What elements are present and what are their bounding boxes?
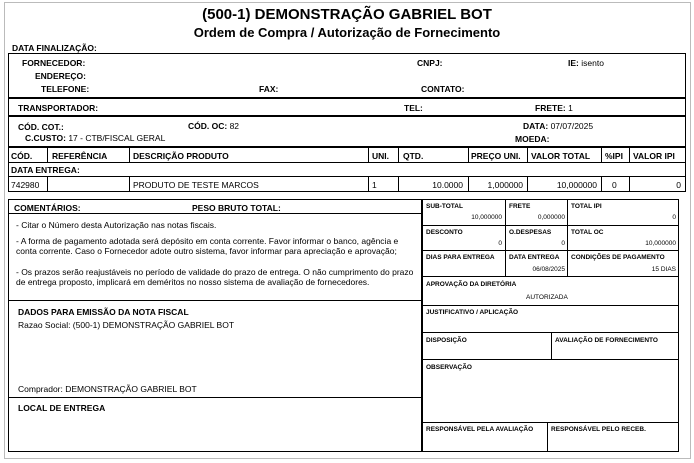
condicoes-value: 15 DIAS <box>651 266 676 273</box>
col-header-valor-total: VALOR TOTAL <box>531 151 591 161</box>
col-header-cod: CÓD. <box>11 151 33 161</box>
col-header-valor-ipi: VALOR IPI <box>633 151 675 161</box>
col-divider-1 <box>47 147 48 162</box>
row-divider-8 <box>629 176 630 192</box>
cod-oc-value: 82 <box>229 121 240 131</box>
totais-divider-1 <box>422 225 679 226</box>
nota-fiscal-label: DADOS PARA EMISSÃO DA NOTA FISCAL <box>18 307 189 317</box>
col-divider-5 <box>468 147 469 162</box>
total-oc-value: 10,000000 <box>645 240 676 247</box>
col-header-referencia: REFERÊNCIA <box>52 151 108 161</box>
tel-label: TEL: <box>404 103 423 113</box>
document-title: (500-1) DEMONSTRAÇÃO GABRIEL BOT <box>202 6 492 23</box>
row-divider-1 <box>47 176 48 192</box>
item-total: 10,000000 <box>556 180 597 190</box>
aprovacao-diretoria-label: APROVAÇÃO DA DIRETÓRIA <box>426 281 517 288</box>
row-divider-7 <box>601 176 602 192</box>
frete-total-value: 0,000000 <box>537 214 565 221</box>
telefone-label: TELEFONE: <box>41 84 90 94</box>
dias-entrega-label: DIAS PARA ENTREGA <box>426 254 495 261</box>
col-header-descricao: DESCRIÇÃO PRODUTO <box>133 151 229 161</box>
frete-label: FRETE: <box>535 103 566 113</box>
ie-label: IE: <box>568 58 579 68</box>
ccusto-value: 17 - CTB/FISCAL GERAL <box>68 133 166 143</box>
contato-label: CONTATO: <box>421 84 465 94</box>
cod-oc-label: CÓD. OC: <box>188 121 228 131</box>
frete-field <box>535 103 573 113</box>
document-subtitle: Ordem de Compra / Autorização de Fornecimento <box>193 25 501 40</box>
col-header-qtd: QTD. <box>403 151 424 161</box>
item-qtd: 10.0000 <box>432 180 463 190</box>
items-divider-1 <box>8 162 686 163</box>
item-cod: 742980 <box>11 180 40 190</box>
transportador-label: TRANSPORTADOR: <box>18 103 99 113</box>
row-divider-2 <box>129 176 130 192</box>
observacao-label: OBSERVAÇÃO <box>426 364 472 371</box>
totais-col-2 <box>567 199 568 276</box>
justificativo-label: JUSTIFICATIVO / APLICAÇÃO <box>426 309 519 316</box>
item-ipi-pct: 0 <box>612 180 617 190</box>
aprovacao-diretoria-value: AUTORIZADA <box>526 294 568 301</box>
ie-field <box>568 58 604 68</box>
avaliacao-fornecimento-label: AVALIAÇÃO DE FORNECIMENTO <box>555 337 658 344</box>
item-ipi-valor: 0 <box>676 180 681 190</box>
razao-social: Razao Social: (500-1) DEMONSTRAÇÃO GABRIEL BOT <box>18 320 235 330</box>
data-label: DATA: <box>523 121 549 131</box>
desconto-label: DESCONTO <box>426 229 463 236</box>
disposicao-col <box>551 332 552 359</box>
items-divider-2 <box>8 176 686 177</box>
desconto-value: 0 <box>498 240 502 247</box>
row-divider-5 <box>468 176 469 192</box>
item-uni: 1 <box>372 180 377 190</box>
total-ipi-value: 0 <box>672 214 676 221</box>
frete-total-label: FRETE <box>509 203 531 210</box>
local-entrega-label: LOCAL DE ENTREGA <box>18 403 106 413</box>
transportador-box <box>8 98 686 116</box>
totais-divider-4 <box>422 305 679 306</box>
ccusto-label: C.CUSTO: <box>25 133 66 143</box>
comentario-line-3: - Os prazos serão reajustáveis no período de validade do prazo de entrega. O não cumprimento do prazo de entrega proposto, implicará em deméritos no nosso sistema de avaliação de fornecedores. <box>16 267 414 287</box>
comentario-line-1: - Citar o Número desta Autorização nas notas fiscais. <box>16 220 217 230</box>
peso-bruto-label: PESO BRUTO TOTAL: <box>192 203 281 213</box>
nota-fiscal-divider <box>8 300 422 301</box>
col-divider-3 <box>368 147 369 162</box>
total-ipi-label: TOTAL IPI <box>571 203 602 210</box>
fornecedor-label: FORNECEDOR: <box>22 58 86 68</box>
col-header-preco: PREÇO UNI. <box>471 151 521 161</box>
col-divider-7 <box>601 147 602 162</box>
ie-value: isento <box>581 58 604 68</box>
responsavel-avaliacao-label: RESPONSÁVEL PELA AVALIAÇÃO <box>426 426 534 433</box>
col-header-uni: UNI. <box>372 151 389 161</box>
col-divider-2 <box>129 147 130 162</box>
disposicao-label: DISPOSIÇÃO <box>426 337 467 344</box>
responsavel-col <box>547 422 548 452</box>
data-value: 07/07/2025 <box>550 121 594 131</box>
frete-value: 1 <box>568 103 573 113</box>
subtotal-label: SUB-TOTAL <box>426 203 463 210</box>
cod-cot-label: CÓD. COT.: <box>18 122 64 132</box>
data-entrega-total-value: 06/08/2025 <box>532 266 565 273</box>
totais-col-1 <box>505 199 506 276</box>
condicoes-label: CONDIÇÕES DE PAGAMENTO <box>571 254 665 261</box>
col-divider-8 <box>629 147 630 162</box>
ccusto-field <box>25 133 165 143</box>
comentarios-header-divider <box>8 213 422 214</box>
col-divider-4 <box>398 147 399 162</box>
odespesas-label: O.DESPESAS <box>509 229 552 236</box>
item-descricao: PRODUTO DE TESTE MARCOS <box>133 180 259 190</box>
data-entrega-total-label: DATA ENTREGA <box>509 254 560 261</box>
data-finalizacao-label: DATA FINALIZAÇÃO: <box>12 43 97 53</box>
totais-divider-3 <box>422 276 679 277</box>
totais-divider-7 <box>422 422 679 423</box>
data-entrega-label: DATA ENTREGA: <box>11 165 80 175</box>
row-divider-6 <box>527 176 528 192</box>
col-divider-6 <box>527 147 528 162</box>
odespesas-value: 0 <box>561 240 565 247</box>
totais-divider-6 <box>422 359 679 360</box>
responsavel-recebimento-label: RESPONSÁVEL PELO RECEB. <box>551 426 646 433</box>
fax-label: FAX: <box>259 84 279 94</box>
totais-divider-2 <box>422 250 679 251</box>
moeda-label: MOEDA: <box>515 134 550 144</box>
endereco-label: ENDEREÇO: <box>35 71 87 81</box>
comentarios-label: COMENTÁRIOS: <box>14 203 81 213</box>
col-header-ipi-pct: %IPI <box>605 151 623 161</box>
local-entrega-divider <box>8 397 422 398</box>
data-field <box>523 121 593 131</box>
item-preco: 1,000000 <box>487 180 523 190</box>
row-divider-4 <box>398 176 399 192</box>
comprador: Comprador: DEMONSTRAÇÃO GABRIEL BOT <box>18 384 197 394</box>
total-oc-label: TOTAL OC <box>571 229 604 236</box>
subtotal-value: 10,000000 <box>471 214 502 221</box>
cod-oc-field <box>188 121 239 131</box>
row-divider-3 <box>368 176 369 192</box>
comentario-line-2: - A forma de pagamento adotada será depósito em conta corrente. Favor informar o banco, agência e conta corrente. Caso o Fornecedor adote outro sistema, favor informar para apreciação e aprovação; <box>16 236 399 256</box>
cnpj-label: CNPJ: <box>417 58 443 68</box>
